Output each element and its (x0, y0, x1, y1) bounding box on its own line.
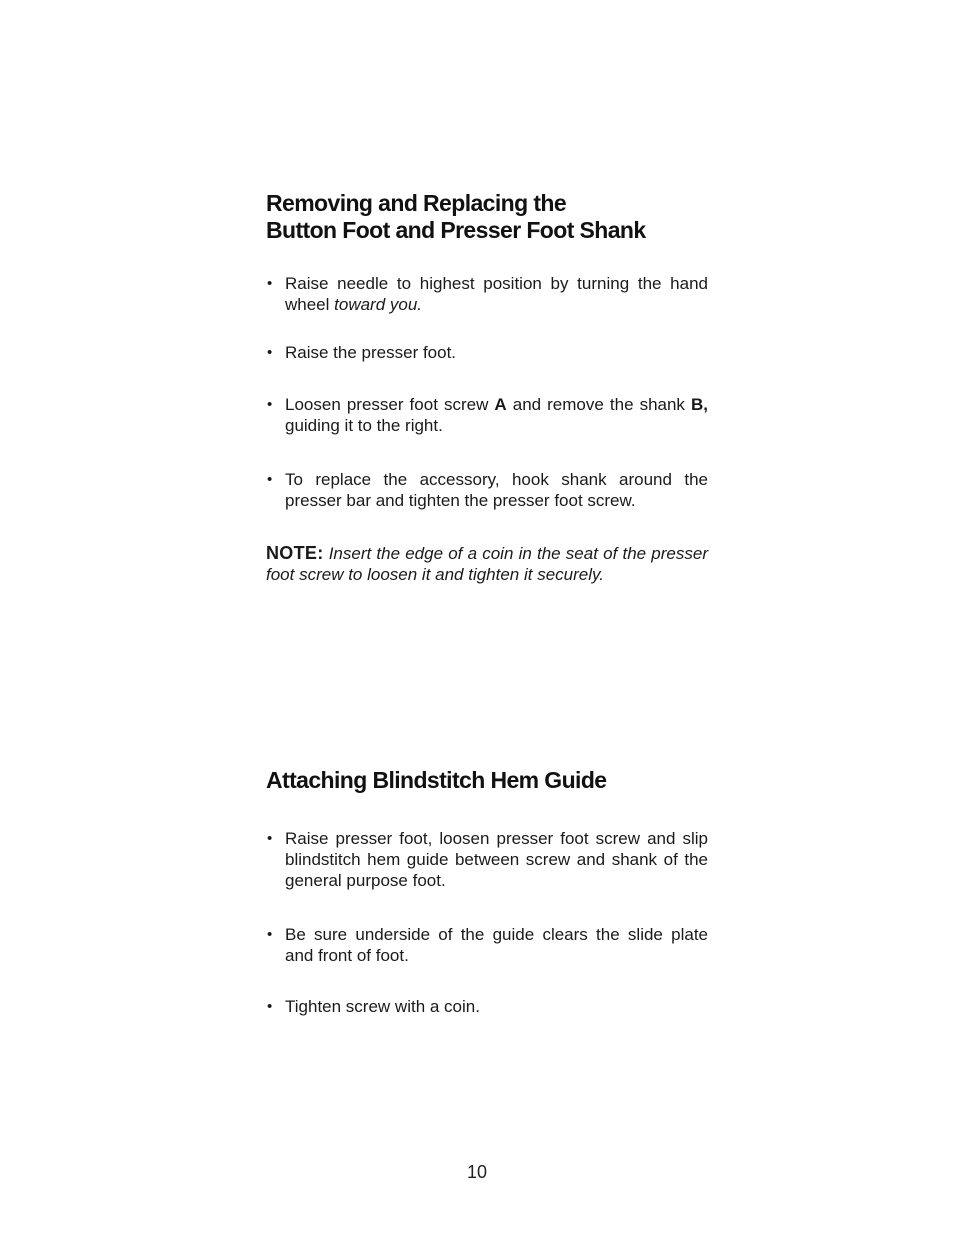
bullet-raise-needle (266, 273, 708, 315)
bullet-underside-clears (266, 924, 708, 966)
section-removing-replacing (266, 190, 708, 244)
bullet-icon: • (267, 275, 273, 292)
note-label: NOTE: (266, 543, 324, 563)
bullet-replace-accessory (266, 469, 708, 511)
section-title: Attaching Blindstitch Hem Guide (266, 767, 607, 793)
label-a: A (494, 395, 507, 414)
bullet-icon: • (267, 830, 273, 847)
bullet-icon: • (267, 471, 273, 488)
bullet-text: Loosen presser foot screw (285, 395, 495, 414)
bullet-text: Raise needle to highest position by turning the hand wheel (285, 274, 708, 314)
bullet-text: guiding it to the right. (285, 416, 443, 435)
section-blindstitch (266, 767, 708, 794)
bullet-text: Tighten screw with a coin. (285, 997, 480, 1016)
bullet-tighten-screw (266, 996, 708, 1017)
note-text: Insert the edge of a coin in the seat of the presser foot screw to loosen it and tighten it securely. (266, 544, 708, 584)
bullet-icon: • (267, 926, 273, 943)
bullet-text: Be sure underside of the guide clears the slide plate and front of foot. (285, 925, 708, 965)
bullet-text-emphasis: toward you. (334, 295, 423, 314)
page-number: 10 (466, 1162, 488, 1182)
bullet-icon: • (267, 998, 273, 1015)
bullet-text: Raise presser foot, loosen presser foot screw and slip blindstitch hem guide between screw and shank of the general purpose foot. (285, 829, 708, 890)
bullet-icon: • (267, 344, 273, 361)
bullet-loosen-screw (266, 394, 708, 436)
section-title (266, 190, 708, 244)
bullet-icon: • (267, 396, 273, 413)
note (266, 543, 708, 585)
bullet-text: Raise the presser foot. (285, 343, 457, 362)
bullet-raise-presser-foot (266, 342, 708, 363)
label-b: B, (690, 395, 708, 414)
bullet-text: and remove the shank (506, 395, 691, 414)
bullet-slip-guide (266, 828, 708, 891)
section-title-line-2: Button Foot and Presser Foot Shank (266, 217, 646, 243)
bullet-text: To replace the accessory, hook shank around the presser bar and tighten the presser foot screw. (285, 470, 708, 510)
section-title-line-1: Removing and Replacing the (266, 190, 567, 216)
